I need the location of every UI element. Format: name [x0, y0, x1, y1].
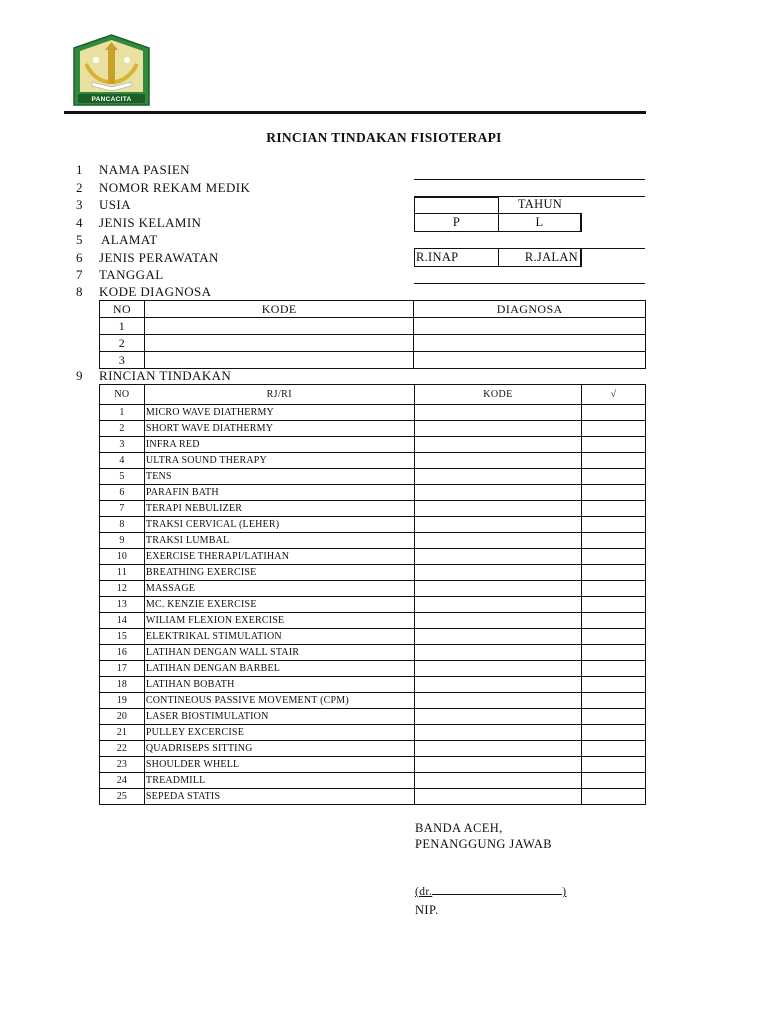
- action-name: MICRO WAVE DIATHERMY: [144, 405, 414, 421]
- row-number: 21: [100, 725, 145, 741]
- logo-text: PANCACITA: [91, 96, 132, 103]
- row-number: 6: [100, 485, 145, 501]
- kode-cell[interactable]: [144, 335, 413, 352]
- table-row: [100, 352, 646, 369]
- check-cell[interactable]: [582, 645, 646, 661]
- field-number: 8: [76, 284, 83, 299]
- kode-cell[interactable]: [414, 677, 582, 693]
- action-name: QUADRISEPS SITTING: [144, 741, 414, 757]
- kode-cell[interactable]: [414, 789, 582, 805]
- table-row: [100, 501, 646, 517]
- field-label-jenis-kelamin: JENIS KELAMIN: [99, 215, 202, 230]
- gender-l-box[interactable]: L: [498, 213, 582, 232]
- action-name: TENS: [144, 469, 414, 485]
- check-cell[interactable]: [582, 469, 646, 485]
- kode-cell[interactable]: [414, 773, 582, 789]
- doctor-name-blank: [432, 894, 562, 895]
- action-name: LATIHAN DENGAN WALL STAIR: [144, 645, 414, 661]
- table-row: [100, 645, 646, 661]
- field-number: 4: [76, 215, 83, 230]
- field-number: 7: [76, 267, 83, 282]
- city-label: BANDA ACEH,: [415, 821, 503, 835]
- row-number: 10: [100, 549, 145, 565]
- row-number: 8: [100, 517, 145, 533]
- table-row: [100, 725, 646, 741]
- table-row: [100, 453, 646, 469]
- row-number: 25: [100, 789, 145, 805]
- action-name: LASER BIOSTIMULATION: [144, 709, 414, 725]
- logo: [72, 34, 151, 106]
- table-row: [100, 485, 646, 501]
- diagnosa-cell[interactable]: [414, 318, 646, 335]
- row-number: 2: [100, 421, 145, 437]
- action-name: CONTINEOUS PASSIVE MOVEMENT (CPM): [144, 693, 414, 709]
- header-divider: [64, 111, 646, 114]
- kode-cell[interactable]: [414, 533, 582, 549]
- action-name: TRAKSI LUMBAL: [144, 533, 414, 549]
- check-cell[interactable]: [582, 453, 646, 469]
- table-row: [100, 335, 646, 352]
- diagnosa-cell[interactable]: [414, 352, 646, 369]
- action-name: MASSAGE: [144, 581, 414, 597]
- check-cell[interactable]: [582, 533, 646, 549]
- nip-label: NIP.: [415, 903, 439, 917]
- check-cell[interactable]: [582, 773, 646, 789]
- table-row: [100, 677, 646, 693]
- table-row: [100, 773, 646, 789]
- column-header-no: NO: [100, 385, 145, 405]
- kode-cell[interactable]: [414, 421, 582, 437]
- action-name: ELEKTRIKAL STIMULATION: [144, 629, 414, 645]
- table-row: [100, 437, 646, 453]
- table-row: [100, 597, 646, 613]
- check-cell[interactable]: [582, 549, 646, 565]
- row-number: 23: [100, 757, 145, 773]
- r-jalan-box[interactable]: R.JALAN: [498, 248, 582, 267]
- kode-cell[interactable]: [144, 318, 413, 335]
- kode-cell[interactable]: [414, 741, 582, 757]
- check-cell[interactable]: [582, 581, 646, 597]
- kode-cell[interactable]: [414, 565, 582, 581]
- field-label-kode-diagnosa: KODE DIAGNOSA: [99, 284, 212, 299]
- table-row: [100, 693, 646, 709]
- table-row: [100, 661, 646, 677]
- row-number: 24: [100, 773, 145, 789]
- column-header-kode: KODE: [144, 301, 413, 318]
- action-name: SHOULDER WHELL: [144, 757, 414, 773]
- table-row: [100, 318, 646, 335]
- table-row: [100, 709, 646, 725]
- action-name: ULTRA SOUND THERAPY: [144, 453, 414, 469]
- row-number: 11: [100, 565, 145, 581]
- check-cell[interactable]: [582, 661, 646, 677]
- action-name: TERAPI NEBULIZER: [144, 501, 414, 517]
- column-header-check: √: [582, 385, 646, 405]
- action-name: BREATHING EXERCISE: [144, 565, 414, 581]
- document-title: RINCIAN TINDAKAN FISIOTERAPI: [266, 130, 502, 145]
- kode-cell[interactable]: [414, 581, 582, 597]
- table-row: [100, 741, 646, 757]
- kode-cell[interactable]: [414, 485, 582, 501]
- field-label-nomor-rekam-medik: NOMOR REKAM MEDIK: [99, 180, 251, 195]
- action-name: LATIHAN BOBATH: [144, 677, 414, 693]
- kode-cell[interactable]: [414, 405, 582, 421]
- table-row: [100, 757, 646, 773]
- field-label-usia: USIA: [99, 197, 131, 212]
- check-cell[interactable]: [582, 789, 646, 805]
- check-cell[interactable]: [582, 565, 646, 581]
- kode-cell[interactable]: [414, 549, 582, 565]
- table-row: [100, 405, 646, 421]
- gender-p-box[interactable]: P: [414, 213, 499, 232]
- action-name: SHORT WAVE DIATHERMY: [144, 421, 414, 437]
- kode-cell[interactable]: [414, 725, 582, 741]
- kode-cell[interactable]: [414, 757, 582, 773]
- kode-cell[interactable]: [414, 501, 582, 517]
- field-number: 2: [76, 180, 83, 195]
- check-cell[interactable]: [582, 597, 646, 613]
- doctor-suffix: ): [562, 886, 567, 898]
- check-cell[interactable]: [582, 485, 646, 501]
- kode-cell[interactable]: [414, 437, 582, 453]
- column-header-kode: KODE: [414, 385, 582, 405]
- action-name: TREADMILL: [144, 773, 414, 789]
- nama-pasien-line[interactable]: [414, 179, 645, 180]
- table-row: [100, 565, 646, 581]
- check-cell[interactable]: [582, 725, 646, 741]
- check-cell[interactable]: [582, 741, 646, 757]
- row-number: 12: [100, 581, 145, 597]
- action-name: SEPEDA STATIS: [144, 789, 414, 805]
- check-cell[interactable]: [582, 405, 646, 421]
- kode-cell[interactable]: [414, 661, 582, 677]
- kode-cell[interactable]: [414, 597, 582, 613]
- field-number: 6: [76, 250, 83, 265]
- table-row: [100, 517, 646, 533]
- r-inap-box[interactable]: R.INAP: [414, 248, 499, 267]
- row-number: 5: [100, 469, 145, 485]
- row-number: 22: [100, 741, 145, 757]
- check-cell[interactable]: [582, 629, 646, 645]
- row-number: 1: [100, 405, 145, 421]
- field-number: 3: [76, 197, 83, 212]
- kode-cell[interactable]: [414, 629, 582, 645]
- field-label-tanggal: TANGGAL: [99, 267, 164, 282]
- table-row: [100, 469, 646, 485]
- kode-cell[interactable]: [414, 613, 582, 629]
- row-number: 13: [100, 597, 145, 613]
- tahun-label: TAHUN: [517, 197, 563, 211]
- row-number: 2: [100, 335, 145, 352]
- actions-table: [99, 384, 646, 805]
- tanggal-line[interactable]: [414, 283, 645, 284]
- kode-cell[interactable]: [414, 517, 582, 533]
- kode-cell[interactable]: [414, 709, 582, 725]
- row-number: 3: [100, 437, 145, 453]
- diagnosis-table: [99, 300, 646, 369]
- column-header-no: NO: [100, 301, 145, 318]
- column-header-diagnosa: DIAGNOSA: [414, 301, 646, 318]
- kode-cell[interactable]: [414, 469, 582, 485]
- field-number: 9: [76, 368, 83, 383]
- action-name: WILIAM FLEXION EXERCISE: [144, 613, 414, 629]
- field-number: 5: [76, 232, 83, 247]
- field-label-jenis-perawatan: JENIS PERAWATAN: [99, 250, 219, 265]
- table-row: [100, 613, 646, 629]
- table-row: [100, 581, 646, 597]
- field-label-alamat: ALAMAT: [101, 232, 158, 247]
- action-name: MC. KENZIE EXERCISE: [144, 597, 414, 613]
- kode-cell[interactable]: [414, 453, 582, 469]
- field-label-nama-pasien: NAMA PASIEN: [99, 162, 190, 177]
- row-number: 3: [100, 352, 145, 369]
- responsible-label: PENANGGUNG JAWAB: [415, 837, 552, 851]
- table-row: [100, 421, 646, 437]
- check-cell[interactable]: [582, 421, 646, 437]
- action-name: TRAKSI CERVICAL (LEHER): [144, 517, 414, 533]
- action-name: PULLEY EXCERCISE: [144, 725, 414, 741]
- action-name: LATIHAN DENGAN BARBEL: [144, 661, 414, 677]
- row-number: 4: [100, 453, 145, 469]
- check-cell[interactable]: [582, 501, 646, 517]
- action-name: INFRA RED: [144, 437, 414, 453]
- kode-cell[interactable]: [414, 645, 582, 661]
- check-cell[interactable]: [582, 693, 646, 709]
- table-row: [100, 533, 646, 549]
- check-cell[interactable]: [582, 437, 646, 453]
- field-label-rincian-tindakan: RINCIAN TINDAKAN: [99, 368, 232, 383]
- check-cell[interactable]: [582, 709, 646, 725]
- row-number: 16: [100, 645, 145, 661]
- table-header-row: [100, 385, 646, 405]
- row-number: 9: [100, 533, 145, 549]
- row-number: 14: [100, 613, 145, 629]
- row-number: 20: [100, 709, 145, 725]
- check-cell[interactable]: [582, 517, 646, 533]
- action-name: EXERCISE THERAPI/LATIHAN: [144, 549, 414, 565]
- kode-cell[interactable]: [144, 352, 413, 369]
- table-row: [100, 549, 646, 565]
- check-cell[interactable]: [582, 677, 646, 693]
- row-number: 7: [100, 501, 145, 517]
- doctor-prefix: (dr.: [415, 886, 433, 898]
- check-cell[interactable]: [582, 757, 646, 773]
- table-header-row: [100, 301, 646, 318]
- check-cell[interactable]: [582, 613, 646, 629]
- action-name: PARAFIN BATH: [144, 485, 414, 501]
- doctor-name-line[interactable]: [415, 886, 566, 898]
- row-number: 15: [100, 629, 145, 645]
- table-row: [100, 629, 646, 645]
- diagnosa-cell[interactable]: [414, 335, 646, 352]
- row-number: 17: [100, 661, 145, 677]
- usia-box[interactable]: [414, 196, 499, 214]
- row-number: 19: [100, 693, 145, 709]
- table-row: [100, 789, 646, 805]
- field-number: 1: [76, 162, 83, 177]
- row-number: 1: [100, 318, 145, 335]
- kode-cell[interactable]: [414, 693, 582, 709]
- column-header-rj-ri: RJ/RI: [144, 385, 414, 405]
- row-number: 18: [100, 677, 145, 693]
